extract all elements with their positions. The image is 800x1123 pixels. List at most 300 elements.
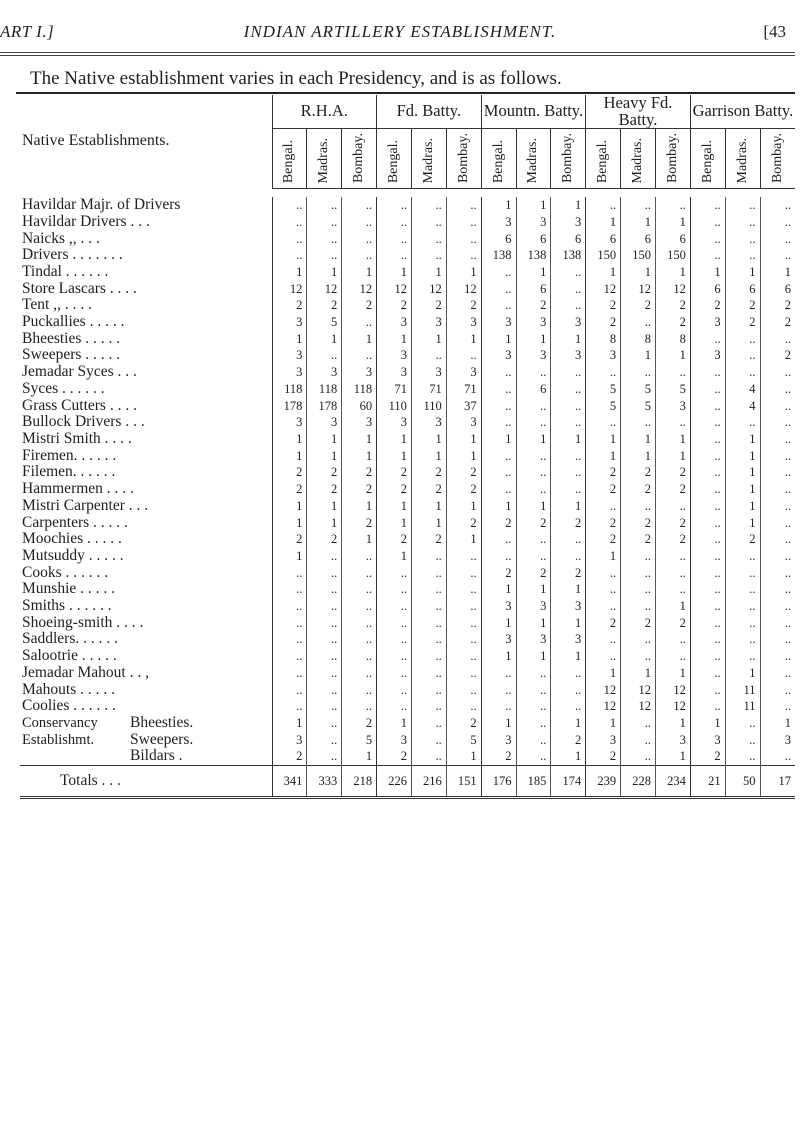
table-cell: ..	[586, 364, 621, 381]
table-cell: 1	[725, 264, 760, 281]
table-cell: 1	[377, 548, 412, 565]
table-cell: 6	[621, 231, 656, 248]
table-cell: ..	[377, 581, 412, 598]
table-cell: ..	[551, 297, 586, 314]
table-cell: ..	[411, 665, 446, 682]
table-cell: 6	[725, 281, 760, 298]
table-cell: ..	[307, 197, 342, 214]
row-label	[20, 347, 272, 364]
table-row	[20, 414, 795, 431]
table-cell: ..	[760, 214, 795, 231]
table-cell: ..	[551, 548, 586, 565]
table-cell: 176	[481, 766, 516, 798]
table-cell: 1	[342, 531, 377, 548]
table-cell: 1	[655, 264, 690, 281]
row-label-text: Bheesties.	[130, 714, 194, 731]
table-cell: 1	[551, 581, 586, 598]
table-cell: 6	[516, 281, 551, 298]
table-cell: 60	[342, 398, 377, 415]
table-cell: 3	[342, 414, 377, 431]
table-cell: ..	[551, 281, 586, 298]
table-cell: 2	[342, 464, 377, 481]
table-cell: ..	[481, 548, 516, 565]
table-cell: ..	[760, 331, 795, 348]
table-cell: ..	[725, 231, 760, 248]
table-cell: 2	[272, 297, 307, 314]
table-cell: ..	[690, 631, 725, 648]
row-label-text: Cooks . . . . . .	[22, 564, 109, 581]
table-cell: ..	[481, 481, 516, 498]
table-cell: 3	[586, 732, 621, 749]
table-cell: ..	[342, 682, 377, 699]
row-label	[20, 548, 272, 565]
table-cell: 2	[516, 297, 551, 314]
table-row	[20, 231, 795, 248]
table-cell: 118	[307, 381, 342, 398]
table-cell: 174	[551, 766, 586, 798]
table-cell: 3	[481, 214, 516, 231]
table-cell: ..	[342, 214, 377, 231]
table-row	[20, 398, 795, 415]
table-cell: 3	[411, 314, 446, 331]
presidency-header	[272, 129, 307, 189]
table-cell: 3	[516, 631, 551, 648]
table-cell: 2	[621, 615, 656, 632]
table-cell: 12	[586, 682, 621, 699]
table-cell: 2	[586, 748, 621, 765]
row-label-text: Sweepers.	[130, 731, 194, 748]
table-cell: 1	[655, 715, 690, 732]
table-cell: 2	[446, 715, 481, 732]
table-cell: ..	[446, 598, 481, 615]
table-cell: 2	[481, 515, 516, 532]
table-cell: 1	[481, 581, 516, 598]
table-cell: 2	[307, 297, 342, 314]
header-rule	[0, 52, 795, 53]
table-cell: ..	[725, 214, 760, 231]
table-cell: ..	[411, 231, 446, 248]
table-cell: ..	[690, 331, 725, 348]
table-cell: ..	[725, 565, 760, 582]
table-cell: 1	[307, 498, 342, 515]
table-row	[20, 531, 795, 548]
table-cell: 1	[272, 548, 307, 565]
table-cell: 1	[551, 498, 586, 515]
table-cell: 1	[481, 615, 516, 632]
table-cell: 12	[272, 281, 307, 298]
table-cell: 3	[516, 314, 551, 331]
table-cell: ..	[516, 748, 551, 765]
table-cell: 3	[516, 214, 551, 231]
row-label	[20, 698, 272, 715]
table-cell: ..	[621, 715, 656, 732]
table-cell: 6	[690, 281, 725, 298]
table-cell: ..	[586, 414, 621, 431]
row-label	[20, 464, 272, 481]
table-cell: 1	[725, 464, 760, 481]
table-cell: 1	[725, 665, 760, 682]
table-row	[20, 364, 795, 381]
table-cell: ..	[621, 197, 656, 214]
table-cell: ..	[760, 414, 795, 431]
table-cell: ..	[307, 748, 342, 765]
table-cell: ..	[760, 464, 795, 481]
table-cell: 1	[446, 264, 481, 281]
table-cell: ..	[481, 698, 516, 715]
table-cell: ..	[725, 197, 760, 214]
row-label-text: Shoeing-smith . . . .	[22, 614, 144, 631]
table-cell: 11	[725, 682, 760, 699]
table-cell: 1	[725, 481, 760, 498]
table-cell: ..	[516, 531, 551, 548]
table-cell: 138	[551, 247, 586, 264]
table-cell: ..	[690, 214, 725, 231]
table-cell: ..	[690, 648, 725, 665]
row-label	[20, 264, 272, 281]
table-cell: 1	[586, 214, 621, 231]
table-cell: 1	[377, 515, 412, 532]
table-row	[20, 615, 795, 632]
row-label	[20, 231, 272, 248]
table-cell: 2	[586, 515, 621, 532]
presidency-header	[690, 129, 725, 189]
table-cell: ..	[377, 197, 412, 214]
table-cell: 118	[272, 381, 307, 398]
table-cell: 1	[307, 264, 342, 281]
table-cell: ..	[690, 381, 725, 398]
table-cell: ..	[272, 698, 307, 715]
table-cell: ..	[411, 648, 446, 665]
table-cell: ..	[690, 247, 725, 264]
presidency-header-label: Madras.	[316, 137, 332, 184]
table-cell: 216	[411, 766, 446, 798]
table-cell: ..	[481, 381, 516, 398]
table-cell: 2	[586, 531, 621, 548]
table-cell: 178	[307, 398, 342, 415]
table-cell: ..	[377, 648, 412, 665]
table-cell: ..	[446, 548, 481, 565]
table-cell: 1	[516, 648, 551, 665]
row-label	[20, 615, 272, 632]
table-cell: ..	[307, 715, 342, 732]
table-cell: 178	[272, 398, 307, 415]
table-cell: 2	[516, 565, 551, 582]
table-cell: ..	[377, 615, 412, 632]
table-cell: 3	[307, 414, 342, 431]
table-cell: 6	[481, 231, 516, 248]
table-cell: ..	[725, 598, 760, 615]
table-cell: 3	[342, 364, 377, 381]
table-body	[20, 197, 795, 797]
table-cell: ..	[760, 615, 795, 632]
table-cell: ..	[551, 364, 586, 381]
row-label-text: Bullock Drivers . . .	[22, 414, 145, 431]
table-cell: 71	[377, 381, 412, 398]
table-cell: 1	[481, 331, 516, 348]
table-cell: 1	[690, 264, 725, 281]
row-label-text: Havildar Drivers . . .	[22, 213, 150, 230]
table-cell: 2	[272, 531, 307, 548]
row-label	[20, 197, 272, 214]
row-label-text: Jemadar Syces . . .	[22, 364, 137, 381]
row-label	[20, 398, 272, 415]
row-label	[20, 748, 272, 765]
table-row	[20, 698, 795, 715]
table-cell: 2	[760, 347, 795, 364]
table-cell: 3	[655, 398, 690, 415]
table-row	[20, 498, 795, 515]
row-label-text: Tindal . . . . . .	[22, 263, 109, 280]
table-row	[20, 331, 795, 348]
table-cell: 2	[446, 297, 481, 314]
table-cell: 1	[481, 431, 516, 448]
table-cell: 1	[586, 264, 621, 281]
presidency-header-label: Madras.	[630, 137, 646, 184]
table-cell: ..	[586, 631, 621, 648]
table-cell: 12	[586, 281, 621, 298]
table-cell: ..	[411, 598, 446, 615]
table-cell: 2	[655, 464, 690, 481]
table-cell: 2	[655, 531, 690, 548]
table-cell: 12	[621, 698, 656, 715]
table-cell: 4	[725, 398, 760, 415]
table-cell: 12	[377, 281, 412, 298]
table-cell: 2	[307, 464, 342, 481]
table-cell: ..	[621, 648, 656, 665]
table-row	[20, 581, 795, 598]
table-cell: ..	[307, 631, 342, 648]
table-cell: 1	[621, 264, 656, 281]
table-cell: ..	[307, 581, 342, 598]
table-cell: ..	[411, 347, 446, 364]
table-cell: 1	[655, 214, 690, 231]
table-cell: ..	[411, 247, 446, 264]
table-cell: 2	[725, 314, 760, 331]
table-cell: ..	[411, 682, 446, 699]
table-cell: 1	[725, 431, 760, 448]
table-cell: ..	[690, 431, 725, 448]
table-cell: 1	[621, 431, 656, 448]
table-cell: ..	[481, 281, 516, 298]
table-row	[20, 565, 795, 582]
group-header-garrison-battery: Garrison Batty.	[690, 95, 795, 129]
table-cell: ..	[307, 247, 342, 264]
table-cell: ..	[655, 548, 690, 565]
table-cell: ..	[377, 631, 412, 648]
table-cell: ..	[342, 581, 377, 598]
row-label	[20, 414, 272, 431]
row-label-text: Coolies . . . . . .	[22, 698, 116, 715]
table-cell: 3	[446, 414, 481, 431]
table-cell: 2	[621, 481, 656, 498]
table-cell: ..	[725, 732, 760, 749]
table-cell: 4	[725, 381, 760, 398]
row-label-text: Mutsuddy . . . . .	[22, 547, 124, 564]
table-cell: ..	[760, 648, 795, 665]
row-label-text: Bildars .	[130, 748, 183, 765]
row-label	[20, 531, 272, 548]
row-label	[20, 715, 272, 732]
table-row	[20, 314, 795, 331]
table-cell: ..	[516, 398, 551, 415]
table-row	[20, 381, 795, 398]
table-cell: 2	[760, 297, 795, 314]
table-cell: ..	[481, 531, 516, 548]
table-row	[20, 598, 795, 615]
table-cell: ..	[307, 698, 342, 715]
table-cell: ..	[272, 598, 307, 615]
row-label-text: Munshie . . . . .	[22, 581, 115, 598]
presidency-header	[551, 129, 586, 189]
table-cell: 1	[307, 431, 342, 448]
table-cell: ..	[272, 581, 307, 598]
table-cell: ..	[690, 531, 725, 548]
group-header-field-battery: Fd. Batty.	[377, 95, 482, 129]
table-cell: 3	[516, 598, 551, 615]
table-cell: ..	[690, 481, 725, 498]
table-cell: 2	[342, 481, 377, 498]
presidency-header	[377, 129, 412, 189]
presidency-header-label: Bombay.	[664, 133, 680, 184]
presidency-header	[655, 129, 690, 189]
conservancy-row	[20, 715, 795, 732]
row-label-text: Mahouts . . . . .	[22, 681, 115, 698]
table-cell: ..	[307, 548, 342, 565]
row-label-text: Smiths . . . . . .	[22, 598, 112, 615]
table-cell: 2	[342, 715, 377, 732]
table-cell: ..	[551, 481, 586, 498]
table-cell: ..	[481, 665, 516, 682]
table-cell: 1	[446, 448, 481, 465]
table-cell: 12	[621, 281, 656, 298]
table-cell: 6	[760, 281, 795, 298]
table-cell: ..	[446, 665, 481, 682]
presidency-header	[760, 129, 795, 189]
table-cell: ..	[411, 698, 446, 715]
table-cell: 2	[586, 481, 621, 498]
table-cell: ..	[481, 464, 516, 481]
row-label-text: Salootrie . . . . .	[22, 648, 117, 665]
row-label-text: Bheesties . . . . .	[22, 330, 121, 347]
row-label	[20, 766, 272, 798]
table-cell: ..	[586, 565, 621, 582]
presidency-header-label: Bombay.	[560, 133, 576, 184]
table-cell: ..	[516, 481, 551, 498]
table-cell: 6	[655, 231, 690, 248]
table-cell: 5	[655, 381, 690, 398]
presidency-header-label: Bengal.	[699, 140, 715, 184]
table-cell: ..	[342, 347, 377, 364]
table-cell: 2	[481, 565, 516, 582]
table-cell: 1	[551, 197, 586, 214]
table-cell: 1	[516, 197, 551, 214]
group-header-heavy-field-battery: Heavy Fd. Batty.	[586, 95, 691, 129]
table-cell: ..	[690, 398, 725, 415]
presidency-header-label: Madras.	[525, 137, 541, 184]
table-cell: ..	[725, 247, 760, 264]
table-cell: 1	[655, 431, 690, 448]
table-cell: ..	[516, 698, 551, 715]
table-cell: 2	[655, 297, 690, 314]
table-cell: ..	[690, 615, 725, 632]
table-cell: 118	[342, 381, 377, 398]
table-cell: 5	[586, 381, 621, 398]
table-cell: ..	[342, 648, 377, 665]
table-cell: ..	[481, 448, 516, 465]
table-cell: 138	[516, 247, 551, 264]
part-label: ART I.]	[0, 22, 55, 41]
table-cell: ..	[481, 682, 516, 699]
table-cell: 150	[586, 247, 621, 264]
table-cell: 50	[725, 766, 760, 798]
table-cell: 1	[760, 715, 795, 732]
table-cell: 2	[621, 297, 656, 314]
row-label	[20, 297, 272, 314]
table-cell: ..	[446, 631, 481, 648]
table-cell: 37	[446, 398, 481, 415]
table-cell: 2	[690, 748, 725, 765]
row-label	[20, 381, 272, 398]
table-cell: ..	[760, 247, 795, 264]
table-cell: 2	[272, 464, 307, 481]
table-cell: ..	[272, 665, 307, 682]
table-cell: 1	[551, 431, 586, 448]
table-cell: 1	[551, 715, 586, 732]
table-cell: 1	[516, 264, 551, 281]
table-cell: 5	[446, 732, 481, 749]
presidency-header-label: Bengal.	[386, 140, 401, 184]
table-cell: ..	[690, 464, 725, 481]
table-cell: 1	[342, 331, 377, 348]
table-cell: ..	[760, 631, 795, 648]
table-cell: 71	[446, 381, 481, 398]
table-cell: ..	[621, 598, 656, 615]
group-header-row	[20, 95, 795, 129]
table-cell: 1	[411, 448, 446, 465]
table-cell: ..	[551, 448, 586, 465]
table-cell: 1	[377, 431, 412, 448]
table-cell: 1	[725, 448, 760, 465]
table-cell: ..	[551, 264, 586, 281]
table-cell: ..	[760, 197, 795, 214]
table-cell: ..	[411, 565, 446, 582]
intro-paragraph: The Native establishment varies in each Presidency, and is as follows.	[30, 68, 562, 89]
table-cell: ..	[621, 498, 656, 515]
row-label-text: Saddlers. . . . . .	[22, 631, 119, 648]
table-cell: 1	[377, 498, 412, 515]
table-cell: 1	[621, 214, 656, 231]
table-cell: 110	[411, 398, 446, 415]
table-cell: ..	[690, 565, 725, 582]
table-cell: 2	[725, 297, 760, 314]
table-cell: 2	[342, 297, 377, 314]
table-cell: 6	[586, 231, 621, 248]
table-cell: ..	[481, 414, 516, 431]
row-label-text: Mistri Carpenter . . .	[22, 497, 149, 514]
table-cell: 1	[342, 264, 377, 281]
table-cell: 1	[377, 715, 412, 732]
table-cell: 2	[621, 515, 656, 532]
table-cell: ..	[481, 297, 516, 314]
table-cell: ..	[551, 531, 586, 548]
table-cell: ..	[307, 615, 342, 632]
row-label-text: Sweepers . . . . .	[22, 347, 121, 364]
table-cell: ..	[760, 548, 795, 565]
table-cell: ..	[690, 665, 725, 682]
table-cell: ..	[411, 748, 446, 765]
table-row	[20, 481, 795, 498]
table-cell: ..	[760, 481, 795, 498]
